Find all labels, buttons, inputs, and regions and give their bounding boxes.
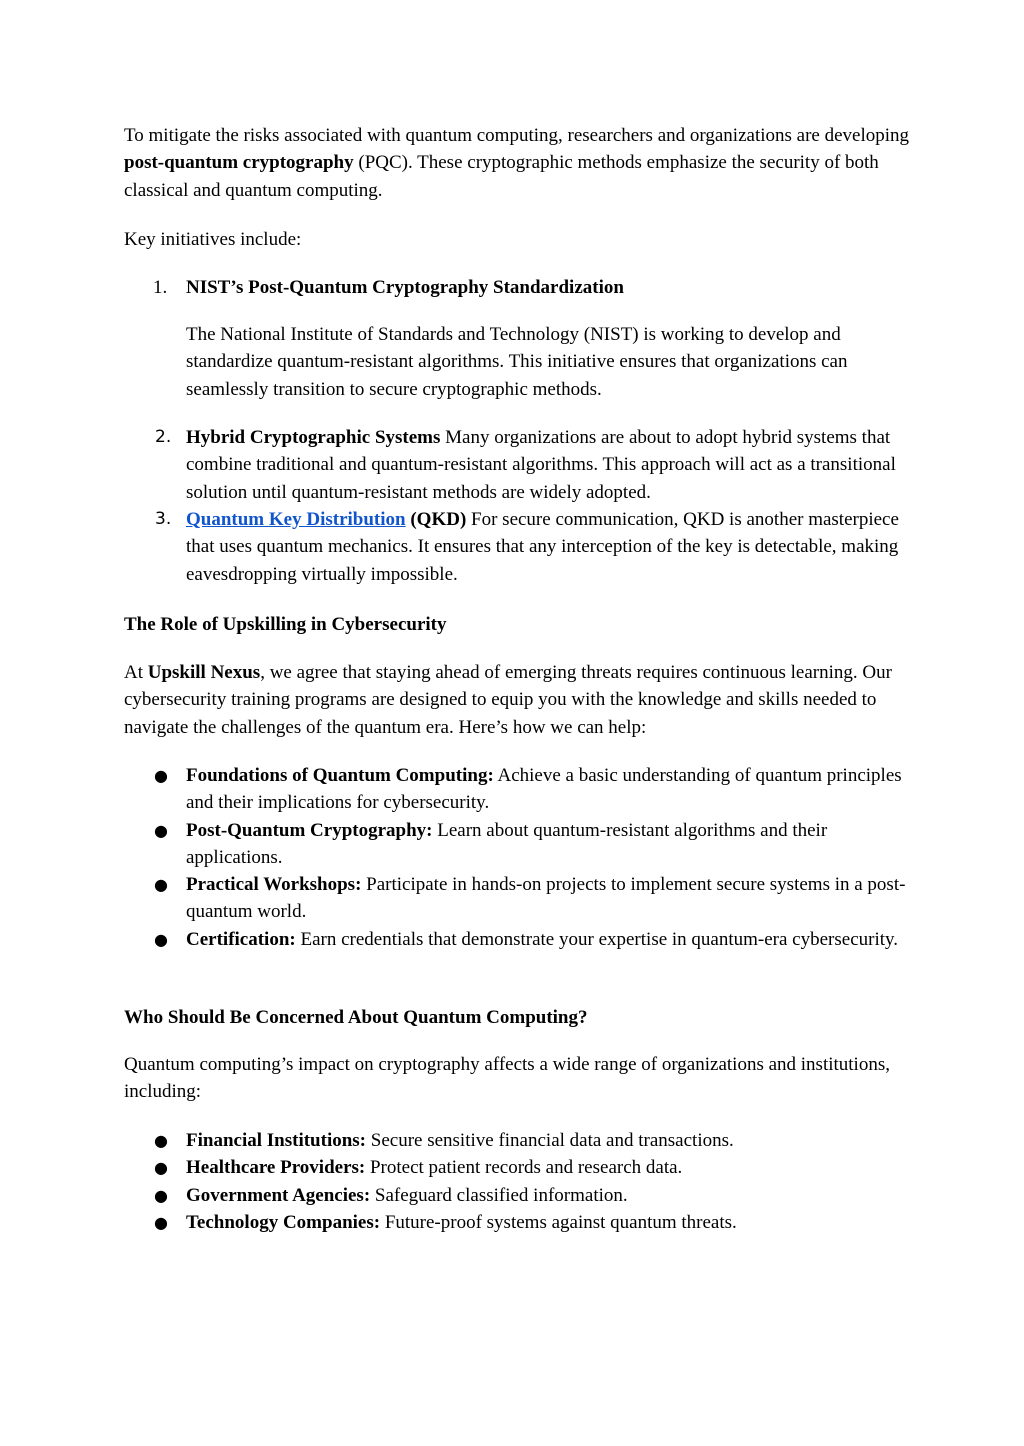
initiative-item xyxy=(186,506,914,588)
initiative-title-suffix: (QKD) xyxy=(405,509,467,530)
section-heading-upskilling: The Role of Upskilling in Cybersecurity xyxy=(124,614,447,635)
intro-paragraph xyxy=(124,122,914,204)
bullet-icon: ● xyxy=(154,1186,168,1205)
item-label: Practical Workshops: xyxy=(186,874,362,895)
item-text: Safeguard classified information. xyxy=(370,1185,628,1206)
list-item xyxy=(186,762,914,817)
list-number: 3. xyxy=(155,509,172,529)
list-item xyxy=(186,926,914,953)
list-item xyxy=(186,1209,914,1236)
company-name: Upskill Nexus xyxy=(147,662,261,683)
bullet-icon: ● xyxy=(154,930,168,949)
intro-text: To mitigate the risks associated with quantum computing, researchers and organizations are developing xyxy=(124,125,910,146)
item-text: Learn about quantum-resistant algorithms and their applications. xyxy=(186,820,828,869)
bullet-icon: ● xyxy=(154,1131,168,1150)
intro-text-end: (PQC). These cryptographic methods emphasize the security of both classical and quantum computing. xyxy=(124,152,879,201)
item-label: Post-Quantum Cryptography: xyxy=(186,820,433,841)
list-item xyxy=(186,1154,914,1181)
section-heading-concerned: Who Should Be Concerned About Quantum Computing? xyxy=(124,1007,588,1028)
item-text: Achieve a basic understanding of quantum principles and their implications for cybersecurity. xyxy=(186,765,902,814)
item-label: Foundations of Quantum Computing: xyxy=(186,765,494,786)
item-label: Financial Institutions: xyxy=(186,1130,367,1151)
item-text: Future-proof systems against quantum threats. xyxy=(380,1212,737,1233)
list-item xyxy=(186,871,914,926)
bullet-icon: ● xyxy=(154,766,168,785)
item-label: Government Agencies: xyxy=(186,1185,371,1206)
item-label: Technology Companies: xyxy=(186,1212,381,1233)
initiative-title: Hybrid Cryptographic Systems xyxy=(186,427,441,448)
bullet-icon: ● xyxy=(154,875,168,894)
bullet-icon: ● xyxy=(154,1158,168,1177)
list-item xyxy=(186,1182,914,1209)
item-text: Participate in hands-on projects to implement secure systems in a post-quantum world. xyxy=(186,874,906,923)
item-label: Healthcare Providers: xyxy=(186,1157,366,1178)
list-number: 2. xyxy=(155,427,172,447)
key-initiatives-label: Key initiatives include: xyxy=(124,229,302,250)
initiative-title: NIST’s Post-Quantum Cryptography Standardization xyxy=(186,277,624,298)
item-label: Certification: xyxy=(186,929,296,950)
qkd-link[interactable]: Quantum Key Distribution xyxy=(186,509,406,530)
item-text: Earn credentials that demonstrate your expertise in quantum-era cybersecurity. xyxy=(295,929,899,950)
bullet-icon: ● xyxy=(154,1213,168,1232)
para-text: At xyxy=(124,662,148,683)
initiative-body: For secure communication, QKD is another masterpiece that uses quantum mechanics. It ensures that any interception of the key is detectable, making eavesdropping virtually impossible. xyxy=(186,509,899,585)
list-item xyxy=(186,817,914,872)
concerned-paragraph: Quantum computing’s impact on cryptography affects a wide range of organizations and institutions, including: xyxy=(124,1054,890,1103)
item-text: Protect patient records and research data. xyxy=(365,1157,683,1178)
list-item xyxy=(186,1127,914,1154)
initiative-item xyxy=(186,424,914,506)
upskilling-paragraph xyxy=(124,659,914,741)
bullet-icon: ● xyxy=(154,821,168,840)
para-text: , we agree that staying ahead of emerging threats requires continuous learning. Our cybersecurity training programs are designed to equip you with the knowledge and skills needed to navigate the challenges of the quantum era. Here’s how we can help: xyxy=(124,662,892,738)
item-text: Secure sensitive financial data and transactions. xyxy=(366,1130,734,1151)
initiative-body: The National Institute of Standards and Technology (NIST) is working to develop and standardize quantum-resistant algorithms. This initiative ensures that organizations can seamlessly transition to secure cryptographic methods. xyxy=(186,324,848,400)
intro-bold-term: post-quantum cryptography xyxy=(124,152,354,174)
initiative-body: Many organizations are about to adopt hybrid systems that combine traditional and quantum-resistant algorithms. This approach will act as a transitional solution until quantum-resistant methods are widely adopted. xyxy=(186,427,896,503)
list-number: 1. xyxy=(153,277,168,298)
